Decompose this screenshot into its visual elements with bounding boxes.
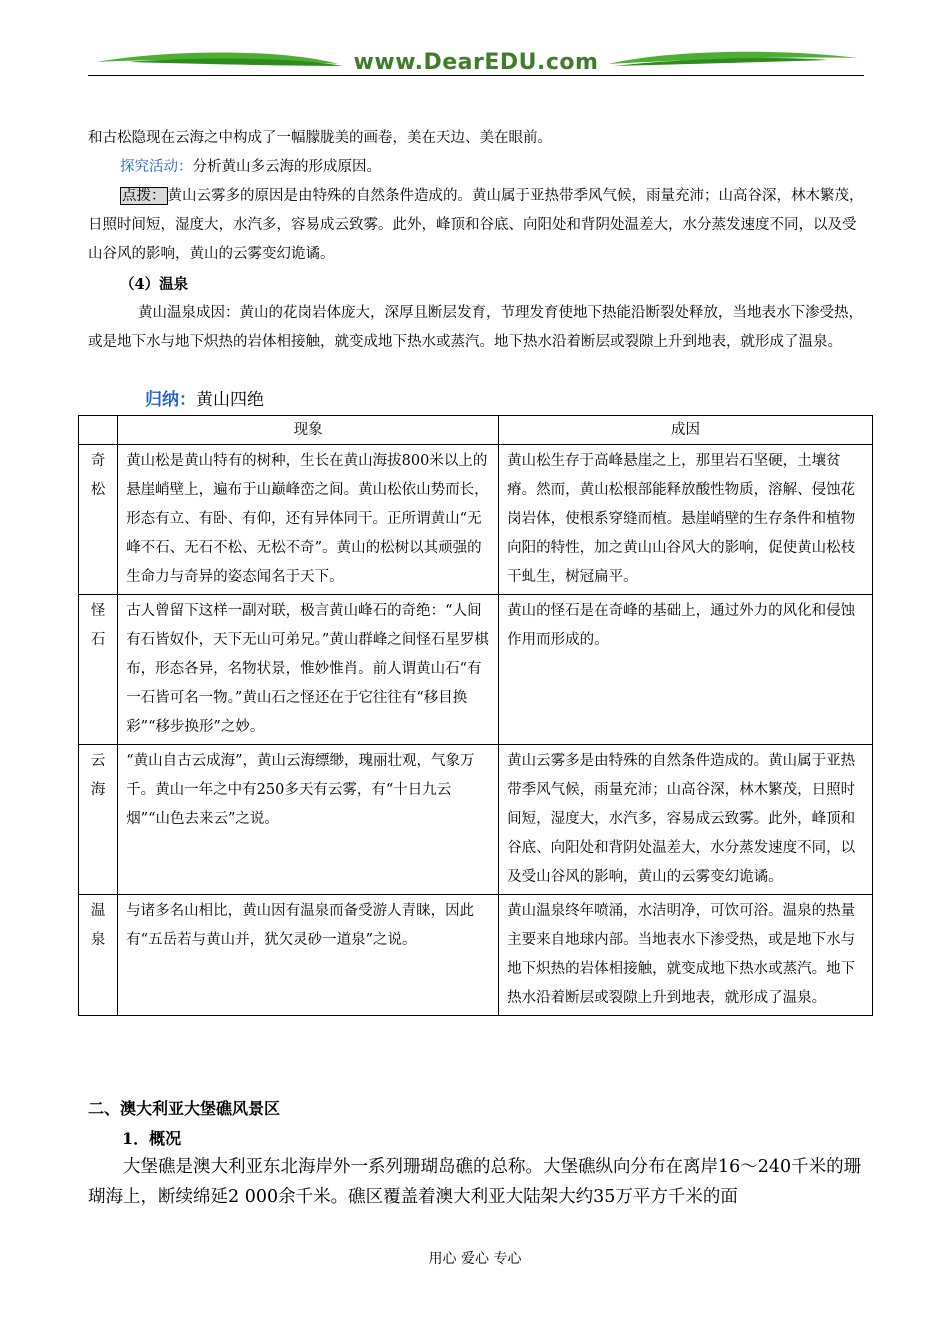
tip-label: 点拨： (122, 188, 166, 204)
table-header-row (79, 416, 873, 445)
row-cause: 黄山松生存于高峰悬崖之上，那里岩石坚硬，土壤贫瘠。然而，黄山松根部能释放酸性物质，溶解、侵蚀花岗岩体，使根系穿缝而植。悬崖峭壁的生存条件和植物向阳的特性，加之黄山山谷风大的影响，促使黄山松枝干虬生，树冠扁平。 (499, 445, 873, 595)
row-phenomenon: 黄山松是黄山特有的树种，生长在黄山海拔800米以上的悬崖峭壁上，遍布于山巅峰峦之间。黄山松依山势而长，形态有立、有卧、有仰，还有异体同干。正所谓黄山“无峰不石、无石不松、无松不奇”。黄山的松树以其顽强的生命力与奇异的姿态闻名于天下。 (118, 445, 499, 595)
summary-text: 黄山四绝 (196, 390, 264, 410)
row-name: 云海 (79, 745, 118, 895)
summary-label: 归纳： (145, 390, 196, 410)
intro-line: 和古松隐现在云海之中构成了一幅朦胧美的画卷，美在天边、美在眼前。 (88, 130, 552, 146)
site-url-logo: www.DearEDU.com (353, 50, 599, 75)
header-rule (88, 75, 864, 76)
header-phenomenon: 现象 (118, 416, 499, 445)
section-heading: 二、澳大利亚大堡礁风景区 (88, 1099, 281, 1118)
activity-text: 分析黄山多云海的形成原因。 (192, 159, 381, 175)
activity-paragraph (88, 153, 864, 182)
hot-spring-text: 黄山温泉成因：黄山的花岗岩体庞大，深厚且断层发育，节理发育使地下热能沿断裂处释放，当地表水下渗受热，或是地下水与地下炽热的岩体相接触，就变成地下热水或蒸汽。地下热水沿着断层或裂隙上升到地表，就形成了温泉。 (88, 305, 863, 350)
site-header-banner (88, 40, 864, 80)
header-blank (79, 416, 118, 445)
tip-text: 黄山云雾多的原因是由特殊的自然条件造成的。黄山属于亚热带季风气候，雨量充沛；山高谷深，林木繁茂，日照时间短，湿度大，水汽多，容易成云致雾。此外，峰顶和谷底、向阳处和背阴处温差大，水分蒸发速度不同，以及受山谷风的影响，黄山的云雾变幻诡谲。 (88, 188, 864, 262)
row-name: 温泉 (79, 895, 118, 1016)
row-name: 奇松 (79, 445, 118, 595)
summary-line (88, 386, 864, 415)
section-paragraph: 大堡礁是澳大利亚东北海岸外一系列珊瑚岛礁的总称。大堡礁纵向分布在离岸16～240千米的珊瑚海上，断续绵延2 000余千米。礁区覆盖着澳大利亚大陆架大约35万平方千米的面 (88, 1157, 862, 1207)
header-cause: 成因 (499, 416, 873, 445)
row-cause: 黄山温泉终年喷涌，水洁明净，可饮可浴。温泉的热量主要来自地球内部。当地表水下渗受热，或是地下水与地下炽热的岩体相接触，就变成地下热水或蒸汽。地下热水沿着断层或裂隙上升到地表，就形成了温泉。 (499, 895, 873, 1016)
row-phenomenon: 与诸多名山相比，黄山因有温泉而备受游人青睐，因此有“五岳若与黄山并，犹欠灵砂一道泉”之说。 (118, 895, 499, 1016)
table-row (79, 745, 873, 895)
table-row (79, 895, 873, 1016)
row-phenomenon: “黄山自古云成海”，黄山云海缥缈，瑰丽壮观，气象万千。黄山一年之中有250多天有云雾，有“十日九云烟”“山色去来云”之说。 (118, 745, 499, 895)
table-row (79, 595, 873, 745)
row-cause: 黄山的怪石是在奇峰的基础上，通过外力的风化和侵蚀作用而形成的。 (499, 595, 873, 745)
hot-spring-heading: （4）温泉 (120, 276, 189, 293)
row-phenomenon: 古人曾留下这样一副对联，极言黄山峰石的奇绝：“人间有石皆奴仆，天下无山可弟兄。”黄山群峰之间怪石星罗棋布，形态各异，名物状景，惟妙惟肖。前人谓黄山石“有一石皆可名一物。”黄山石之怪还在于它往往有“移目换彩”“移步换形”之妙。 (118, 595, 499, 745)
tip-paragraph (88, 182, 864, 269)
four-wonders-table (78, 415, 873, 1016)
row-cause: 黄山云雾多是由特殊的自然条件造成的。黄山属于亚热带季风气候，雨量充沛；山高谷深，林木繁茂，日照时间短，湿度大，水汽多，容易成云致雾。此外，峰顶和谷底、向阳处和背阴处温差大，水分蒸发速度不同，以及受山谷风的影响，黄山的云雾变幻诡谲。 (499, 745, 873, 895)
page-footer: 用心 爱心 专心 (428, 1251, 522, 1267)
row-name: 怪石 (79, 595, 118, 745)
subsection-heading: 1．概况 (122, 1129, 182, 1148)
activity-label: 探究活动： (120, 159, 193, 175)
table-row (79, 445, 873, 595)
